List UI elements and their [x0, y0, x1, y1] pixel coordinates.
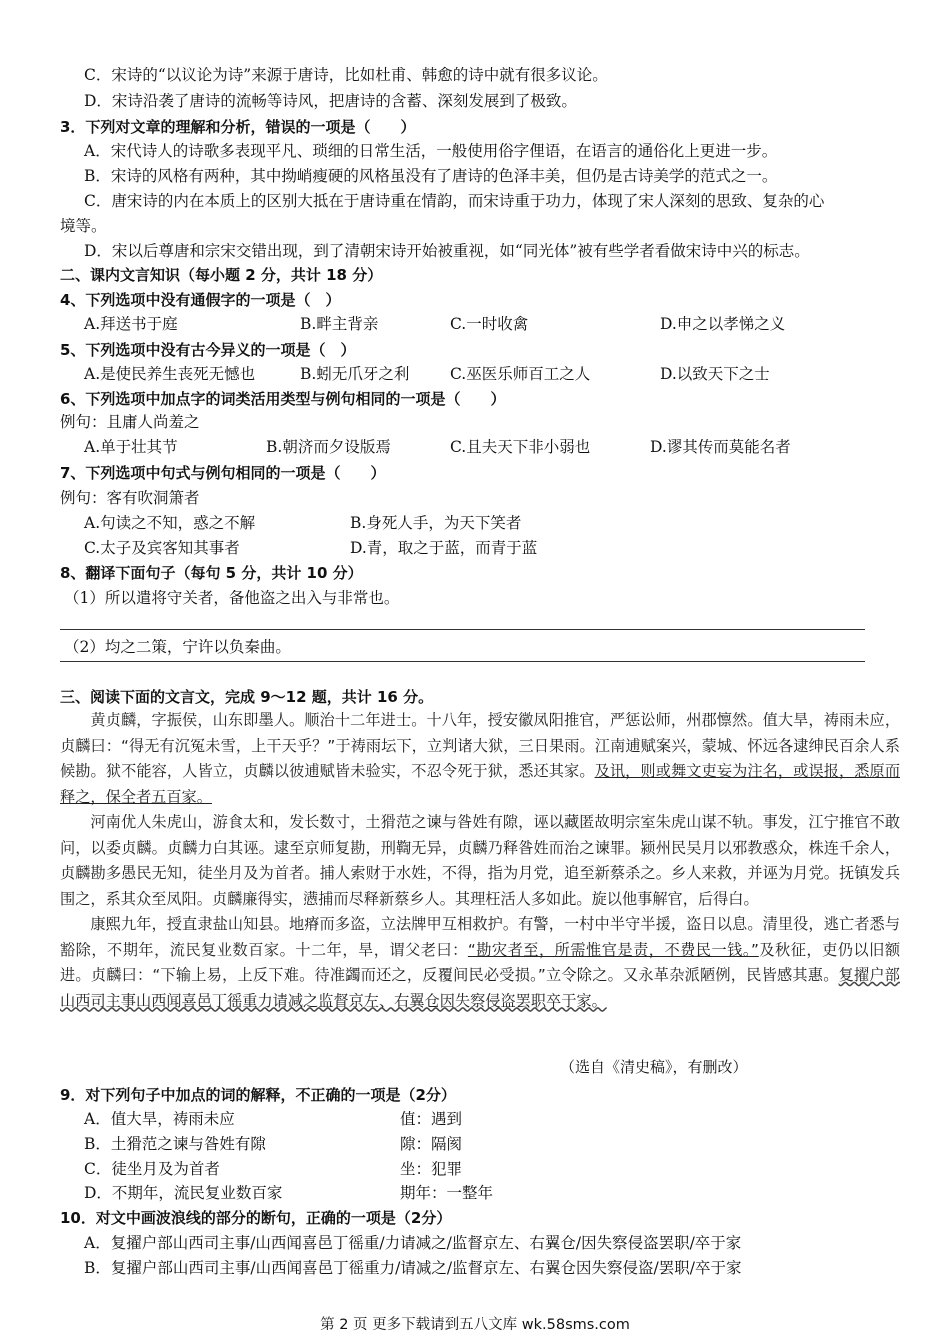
q3-option-b: B．宋诗的风格有两种，其中拗峭瘦硬的风格虽没有了唐诗的色泽丰美，但仍是古诗美学的范式之一。 — [84, 167, 778, 185]
q5-stem: 5、下列选项中没有古今异义的一项是（ ） — [60, 341, 356, 359]
q8-sentence-2: （2）均之二策，宁许以负秦曲。 — [64, 638, 291, 656]
q4-option-c: C.一时收禽 — [450, 315, 529, 333]
q7-options-row2 — [84, 537, 884, 559]
q6-stem: 6、下列选项中加点字的词类活用类型与例句相同的一项是（ ） — [60, 390, 506, 408]
q4-option-a: A.拜送书于庭 — [84, 315, 178, 333]
q4-option-b: B.畔主背亲 — [300, 315, 379, 333]
q9-option-b-gloss: 隙：隔阂 — [400, 1135, 463, 1153]
q7-option-a: A.句读之不知，惑之不解 — [84, 514, 256, 532]
passage-paragraph-2: 河南优人朱虎山，游食太和，发长数寸，土猾范之谏与昝姓有隙，诬以藏匿故明宗室朱虎山谋不轨。事发，江宁推官不敢问，以委贞麟。贞麟力白其诬。逮至京师复勘，刑鞫无异，贞麟乃释昝姓而治之谏罪。颍州民吴月以邪教惑众，株连千余人，贞麟勘多愚民无知，徒坐月及为首者。捕人索财于水姓，不得，指为月党，追至新蔡杀之。乡人来救，并诬为月党。抚镇发兵围之，系其众至凤阳。贞麟廉得实，懑捕而尽释新蔡乡人。其理枉活人多如此。旋以他事解官，后得白。 — [60, 813, 900, 908]
q10-option-a: A．复擢户部山西司主事/山西闻喜邑丁徭重/力请减之/监督京左、右翼仓/因失察侵盗罢职/卒于家 — [84, 1234, 742, 1252]
q6-option-a: A.单于壮其节 — [84, 438, 178, 456]
q7-option-c: C.太子及宾客知其事者 — [84, 539, 240, 557]
q3-option-c: C．唐宋诗的内在本质上的区别大抵在于唐诗重在情韵，而宋诗重于功力，体现了宋人深刻的思致、复杂的心 — [84, 192, 825, 210]
q5-option-a: A.是使民养生丧死无憾也 — [84, 365, 256, 383]
q4-options — [84, 313, 884, 335]
q6-option-b: B.朝济而夕设版焉 — [266, 438, 391, 456]
q7-option-b: B.身死人手，为天下笑者 — [350, 514, 522, 532]
q2-option-c: C．宋诗的“以议论为诗”来源于唐诗，比如杜甫、韩愈的诗中就有很多议论。 — [84, 66, 608, 84]
passage-paragraph-3: 康熙九年，授直隶盐山知县。地瘠而多盗，立法牌甲互相救护。有警，一村中半守半援，盗日以息。清里役，逃亡者悉与豁除，不期年，流民复业数百家。十二年，旱，谓父老曰：“勘灾者至，所需惟官是责，不费民一钱。”及秋征，吏仍以旧额进。贞麟曰：“下输上易，上反下难。待准蠲而还之，反覆间民必受损。”立令除之。又永革杂派陋例，民皆感其惠。复擢户部山西司主事山西闻喜邑丁徭重力请减之监督京左、右翼仓因失察侵盗罢职卒于家。 — [60, 915, 901, 1010]
q7-options-row1 — [84, 512, 884, 534]
q7-example: 例句：客有吹洞箫者 — [60, 489, 200, 507]
underlined-quote: “勘灾者至，所需惟官是责，不费民一钱。” — [467, 940, 759, 959]
page-footer: 第 2 页 更多下载请到五八文库 wk.58sms.com — [320, 1317, 630, 1333]
wavy-underlined-phrase-1: 及讯，则或舞文吏妄为注名，或误报，悉原而释之，保全者五百家。 — [60, 762, 901, 806]
q9-option-a-gloss: 值：遇到 — [400, 1110, 463, 1128]
passage-paragraph-1: 黄贞麟，字振侯，山东即墨人。顺治十二年进士。十八年，授安徽凤阳推官，严惩讼师，州郡懔然。值大旱，祷雨未应，贞麟曰：“得无有沉冤未雪，上干天乎？”于祷雨坛下，立判诸大狱，三日果雨。江南逋赋案兴，蒙城、怀远各逮绅民百余人系候勘。狱不能容，人皆立，贞麟以彼逋赋皆未验实，不忍令死于狱，悉还其家。及讯，则或舞文吏妄为注名，或误报，悉原而释之，保全者五百家。 — [60, 711, 901, 806]
q4-option-d: D.申之以孝悌之义 — [660, 315, 786, 333]
q9-stem: 9．对下列句子中加点的词的解释，不正确的一项是（2分） — [60, 1086, 456, 1104]
q5-option-c: C.巫医乐师百工之人 — [450, 365, 591, 383]
passage-source: （选自《清史稿》，有删改） — [560, 1058, 748, 1076]
q5-options — [84, 363, 884, 385]
q6-option-d: D.谬其传而莫能名者 — [650, 438, 791, 456]
q9-option-c: C．徒坐月及为首者 — [84, 1160, 220, 1178]
answer-line-1[interactable] — [60, 629, 865, 630]
q3-option-c-cont: 境等。 — [60, 217, 107, 235]
q9-option-c-gloss: 坐：犯罪 — [400, 1160, 463, 1178]
q5-option-b: B.蚓无爪牙之利 — [300, 365, 410, 383]
q3-stem: 3．下列对文章的理解和分析，错误的一项是（ ） — [60, 118, 416, 136]
section-3-heading: 三、阅读下面的文言文，完成 9～12 题，共计 16 分。 — [60, 688, 434, 706]
q9-option-b: B．土猾范之谏与昝姓有隙 — [84, 1135, 266, 1153]
q6-options — [84, 436, 884, 458]
answer-line-2[interactable] — [60, 661, 865, 662]
q7-stem: 7、下列选项中句式与例句相同的一项是（ ） — [60, 464, 386, 482]
q9-option-d-gloss: 期年：一整年 — [400, 1184, 494, 1202]
q10-stem: 10．对文中画波浪线的部分的断句，正确的一项是（2分） — [60, 1209, 452, 1227]
section-2-heading: 二、课内文言知识（每小题 2 分，共计 18 分） — [60, 266, 383, 284]
q3-option-a: A．宋代诗人的诗歌多表现平凡、琐细的日常生活，一般使用俗字俚语，在语言的通俗化上更进一步。 — [84, 142, 778, 160]
q5-option-d: D.以致天下之士 — [660, 365, 770, 383]
q9-option-d: D．不期年，流民复业数百家 — [84, 1184, 283, 1202]
wavy-underlined-sentence: 复擢户部山西司主事山西闻喜邑丁徭重力请减之监督京左、右翼仓因失察侵盗罢职卒于家。 — [60, 966, 900, 1010]
classical-passage — [60, 708, 900, 1014]
q9-option-a: A．值大旱，祷雨未应 — [84, 1110, 235, 1128]
q8-stem: 8、翻译下面句子（每句 5 分，共计 10 分） — [60, 564, 363, 582]
q8-sentence-1: （1）所以遣将守关者，备他盗之出入与非常也。 — [64, 589, 400, 607]
q6-example: 例句：且庸人尚羞之 — [60, 413, 200, 431]
q4-stem: 4、下列选项中没有通假字的一项是（ ） — [60, 291, 341, 309]
q10-option-b: B．复擢户部山西司主事/山西闻喜邑丁徭重力/请减之/监督京左、右翼仓因失察侵盗/罢职/卒于家 — [84, 1259, 742, 1277]
q3-option-d: D．宋以后尊唐和宗宋交错出现，到了清朝宋诗开始被重视，如“同光体”被有些学者看做宋诗中兴的标志。 — [84, 242, 810, 260]
q7-option-d: D.青，取之于蓝，而青于蓝 — [350, 539, 538, 557]
q2-option-d: D．宋诗沿袭了唐诗的流畅等诗风，把唐诗的含蓄、深刻发展到了极致。 — [84, 92, 577, 110]
q6-option-c: C.且夫天下非小弱也 — [450, 438, 591, 456]
